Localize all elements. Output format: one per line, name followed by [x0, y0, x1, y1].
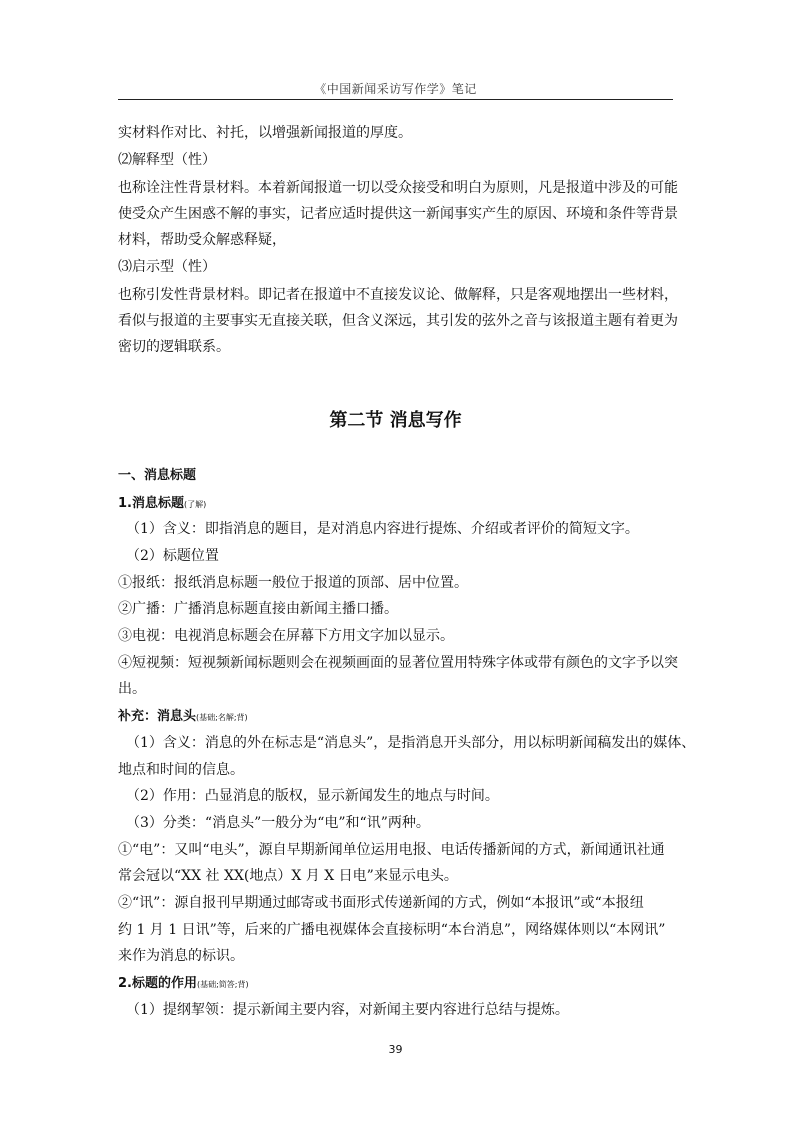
- paragraph-line: 也称诠注性背景材料。本着新闻报道一切以受众接受和明白为原则，凡是报道中涉及的可能: [118, 180, 678, 196]
- list-item: ③电视：电视消息标题会在屏幕下方用文字加以显示。: [118, 628, 454, 644]
- list-item: （2）标题位置: [126, 548, 219, 564]
- header-title: 《中国新闻采访写作学》笔记: [314, 82, 477, 96]
- paragraph-line: 材料，帮助受众解惑释疑，: [118, 232, 286, 248]
- list-item: （1）含义：消息的外在标志是“消息头”，是指消息开头部分，用以标明新闻稿发出的媒体、: [126, 735, 696, 751]
- list-item: （3）分类：“消息头”一般分为“电”和“讯”两种。: [126, 815, 430, 831]
- supplement-heading: [118, 706, 678, 728]
- subheading-inspirational: ⑶启示型（性）: [118, 259, 216, 275]
- supplement-label: 补充：消息头: [118, 709, 197, 724]
- subheading-label: 2.标题的作用: [118, 976, 197, 991]
- section-title: 第二节 消息写作: [329, 410, 462, 431]
- subheading-label: 1.消息标题: [118, 496, 184, 511]
- paragraph-line: 看似与报道的主要事实无直接关联，但含义深远，其引发的弦外之音与该报道主题有着更为: [118, 313, 678, 329]
- subheading-note: (基础;简答;背): [196, 980, 249, 989]
- list-item-continuation: 出。: [118, 681, 146, 697]
- heading-news-title: 一、消息标题: [118, 468, 197, 483]
- list-item-continuation: 约 1 月 1 日讯”等，后来的广播电视媒体会直接标明“本台消息”，网络媒体则以“本网讯”: [118, 922, 666, 938]
- subheading-explanatory: ⑵解释型（性）: [118, 152, 216, 168]
- paragraph-line: 实材料作对比、衬托，以增强新闻报道的厚度。: [118, 125, 412, 141]
- subheading-note: (了解): [183, 500, 207, 509]
- list-item: ④短视频：短视频新闻标题则会在视频画面的显著位置用特殊字体或带有颜色的文字予以突: [118, 655, 678, 671]
- paragraph-line: 使受众产生困惑不解的事实，记者应适时提供这一新闻事实产生的原因、环境和条件等背景: [118, 206, 678, 222]
- list-item: ②广播：广播消息标题直接由新闻主播口播。: [118, 601, 398, 617]
- list-item: （2）作用：凸显消息的版权，显示新闻发生的地点与时间。: [126, 788, 499, 804]
- list-item: ①“电”：又叫“电头”，源自早期新闻单位运用电报、电话传播新闻的方式，新闻通讯社通: [118, 842, 665, 858]
- subheading-news-title: [118, 493, 678, 515]
- list-item: ①报纸：报纸消息标题一般位于报道的顶部、居中位置。: [118, 575, 468, 591]
- subheading-title-function: [118, 973, 678, 995]
- paragraph-line: 也称引发性背景材料。即记者在报道中不直接发议论、做解释，只是客观地摆出一些材料，: [118, 287, 678, 303]
- list-item: ②“讯”：源自报刊早期通过邮寄或书面形式传递新闻的方式，例如“本报讯”或“本报纽: [118, 895, 644, 911]
- header-divider: [118, 99, 673, 100]
- supplement-note: (基础;名解;背): [196, 713, 248, 722]
- list-item-continuation: 来作为消息的标识。: [118, 948, 244, 964]
- list-item-continuation: 地点和时间的信息。: [118, 762, 244, 778]
- paragraph-line: 密切的逻辑联系。: [118, 339, 230, 355]
- list-item: （1）含义：即指消息的题目，是对消息内容进行提炼、介绍或者评价的简短文字。: [126, 521, 639, 537]
- list-item-continuation: 常会冠以“XX 社 XX(地点）X 月 X 日电”来显示电头。: [118, 868, 458, 884]
- page-number: 39: [388, 1043, 403, 1056]
- list-item: （1）提纲挈领：提示新闻主要内容，对新闻主要内容进行总结与提炼。: [126, 1002, 569, 1018]
